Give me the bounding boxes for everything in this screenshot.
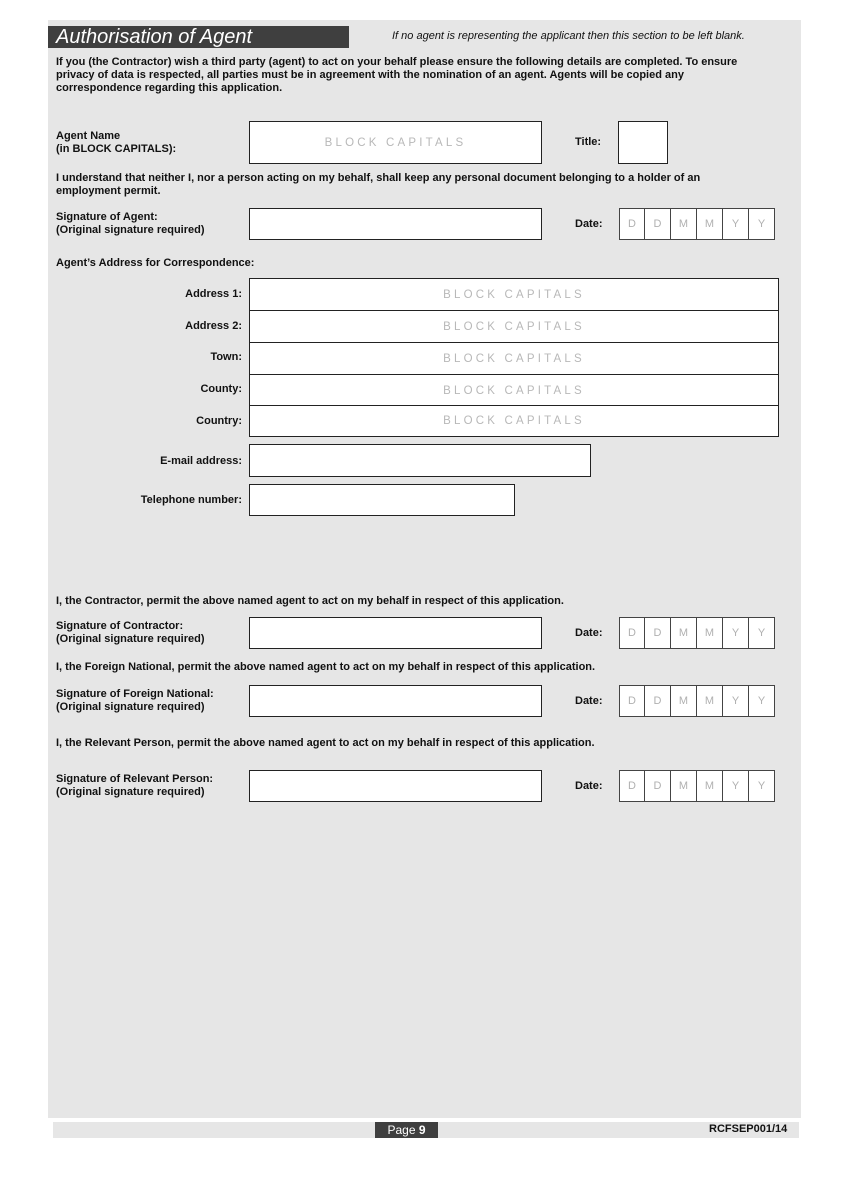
agent-name-field[interactable] (249, 121, 542, 164)
date-day-cell[interactable]: D (619, 617, 645, 649)
date-month-cell[interactable]: M (671, 770, 697, 802)
county-placeholder: BLOCK CAPITALS (443, 384, 585, 397)
date-month-cell[interactable]: M (697, 617, 723, 649)
page-number: 9 (418, 1123, 426, 1137)
date-day-cell[interactable]: D (645, 770, 671, 802)
agent-date-label: Date: (575, 218, 603, 230)
title-label: Title: (575, 136, 602, 148)
agent-signature-label-line2: (Original signature required) (56, 224, 205, 236)
date-year-cell[interactable]: Y (723, 770, 749, 802)
agent-name-label-line2: (in BLOCK CAPITALS): (56, 143, 177, 155)
relevant-person-signature-label-line1: Signature of Relevant Person: (56, 773, 214, 785)
agent-date-field[interactable] (619, 208, 775, 240)
address1-field[interactable] (249, 278, 779, 311)
date-month-cell[interactable]: M (697, 685, 723, 717)
contractor-statement: I, the Contractor, permit the above named agent to act on my behalf in respect of this application. (56, 595, 564, 607)
foreign-national-signature-label-line1: Signature of Foreign National: (56, 688, 214, 700)
agent-name-label-line1: Agent Name (56, 130, 121, 142)
county-label: County: (200, 383, 242, 395)
foreign-national-signature-label (56, 688, 214, 714)
date-year-cell[interactable]: Y (749, 617, 775, 649)
date-month-cell[interactable]: M (697, 208, 723, 240)
agent-name-label (56, 130, 176, 156)
country-field[interactable] (249, 405, 779, 437)
date-year-cell[interactable]: Y (723, 685, 749, 717)
relevant-person-date-label: Date: (575, 780, 603, 792)
date-day-cell[interactable]: D (645, 685, 671, 717)
foreign-national-date-field[interactable] (619, 685, 775, 717)
section-title: Authorisation of Agent (48, 26, 349, 48)
town-field[interactable] (249, 342, 779, 375)
agent-signature-label-line1: Signature of Agent: (56, 211, 158, 223)
country-placeholder: BLOCK CAPITALS (443, 415, 585, 427)
email-field[interactable] (249, 444, 591, 477)
relevant-person-signature-field[interactable] (249, 770, 542, 802)
page-number-badge (375, 1122, 438, 1138)
intro-text: If you (the Contractor) wish a third party (agent) to act on your behalf please ensure the following details are completed. To ensure privacy of data is respected, all parties must be in agreement with the nomination of an agent. Agents will be copied any correspondence regarding this application. (56, 56, 738, 94)
country-label: Country: (196, 415, 242, 427)
contractor-signature-label (56, 620, 205, 646)
foreign-national-statement: I, the Foreign National, permit the above named agent to act on my behalf in respect of this application. (56, 661, 596, 673)
relevant-person-date-field[interactable] (619, 770, 775, 802)
email-label: E-mail address: (160, 455, 242, 467)
county-field[interactable] (249, 374, 779, 407)
date-day-cell[interactable]: D (619, 208, 645, 240)
telephone-label: Telephone number: (140, 494, 242, 506)
date-day-cell[interactable]: D (645, 617, 671, 649)
contractor-date-label: Date: (575, 627, 603, 639)
address1-label: Address 1: (185, 288, 242, 300)
relevant-person-statement: I, the Relevant Person, permit the above named agent to act on my behalf in respect of this application. (56, 737, 595, 749)
address1-placeholder: BLOCK CAPITALS (443, 288, 585, 301)
date-month-cell[interactable]: M (671, 685, 697, 717)
relevant-person-signature-label (56, 773, 213, 799)
date-year-cell[interactable]: Y (723, 617, 749, 649)
page-word: Page (387, 1123, 416, 1137)
date-day-cell[interactable]: D (619, 685, 645, 717)
date-year-cell[interactable]: Y (749, 685, 775, 717)
agent-name-placeholder: BLOCK CAPITALS (324, 136, 467, 149)
town-placeholder: BLOCK CAPITALS (443, 352, 585, 365)
contractor-signature-label-line1: Signature of Contractor: (56, 620, 184, 632)
foreign-national-signature-field[interactable] (249, 685, 542, 717)
agent-undertaking-text: I understand that neither I, nor a person acting on my behalf, shall keep any personal document belonging to a holder of an employment permit. (56, 172, 701, 197)
foreign-national-date-label: Date: (575, 695, 603, 707)
date-month-cell[interactable]: M (671, 617, 697, 649)
date-year-cell[interactable]: Y (749, 770, 775, 802)
contractor-signature-label-line2: (Original signature required) (56, 633, 205, 645)
form-code: RCFSEP001/14 (709, 1123, 788, 1135)
title-field[interactable] (618, 121, 668, 164)
telephone-field[interactable] (249, 484, 515, 516)
section-note: If no agent is representing the applicant then this section to be left blank. (392, 30, 745, 42)
contractor-date-field[interactable] (619, 617, 775, 649)
date-day-cell[interactable]: D (645, 208, 671, 240)
date-month-cell[interactable]: M (697, 770, 723, 802)
agent-signature-field[interactable] (249, 208, 542, 240)
date-month-cell[interactable]: M (671, 208, 697, 240)
address-heading: Agent’s Address for Correspondence: (56, 257, 255, 269)
relevant-person-signature-label-line2: (Original signature required) (56, 786, 205, 798)
address2-label: Address 2: (185, 320, 242, 332)
date-year-cell[interactable]: Y (749, 208, 775, 240)
agent-signature-label (56, 211, 205, 237)
town-label: Town: (210, 351, 242, 363)
address2-field[interactable] (249, 310, 779, 343)
address2-placeholder: BLOCK CAPITALS (443, 320, 585, 333)
date-year-cell[interactable]: Y (723, 208, 749, 240)
contractor-signature-field[interactable] (249, 617, 542, 649)
foreign-national-signature-label-line2: (Original signature required) (56, 701, 205, 713)
date-day-cell[interactable]: D (619, 770, 645, 802)
